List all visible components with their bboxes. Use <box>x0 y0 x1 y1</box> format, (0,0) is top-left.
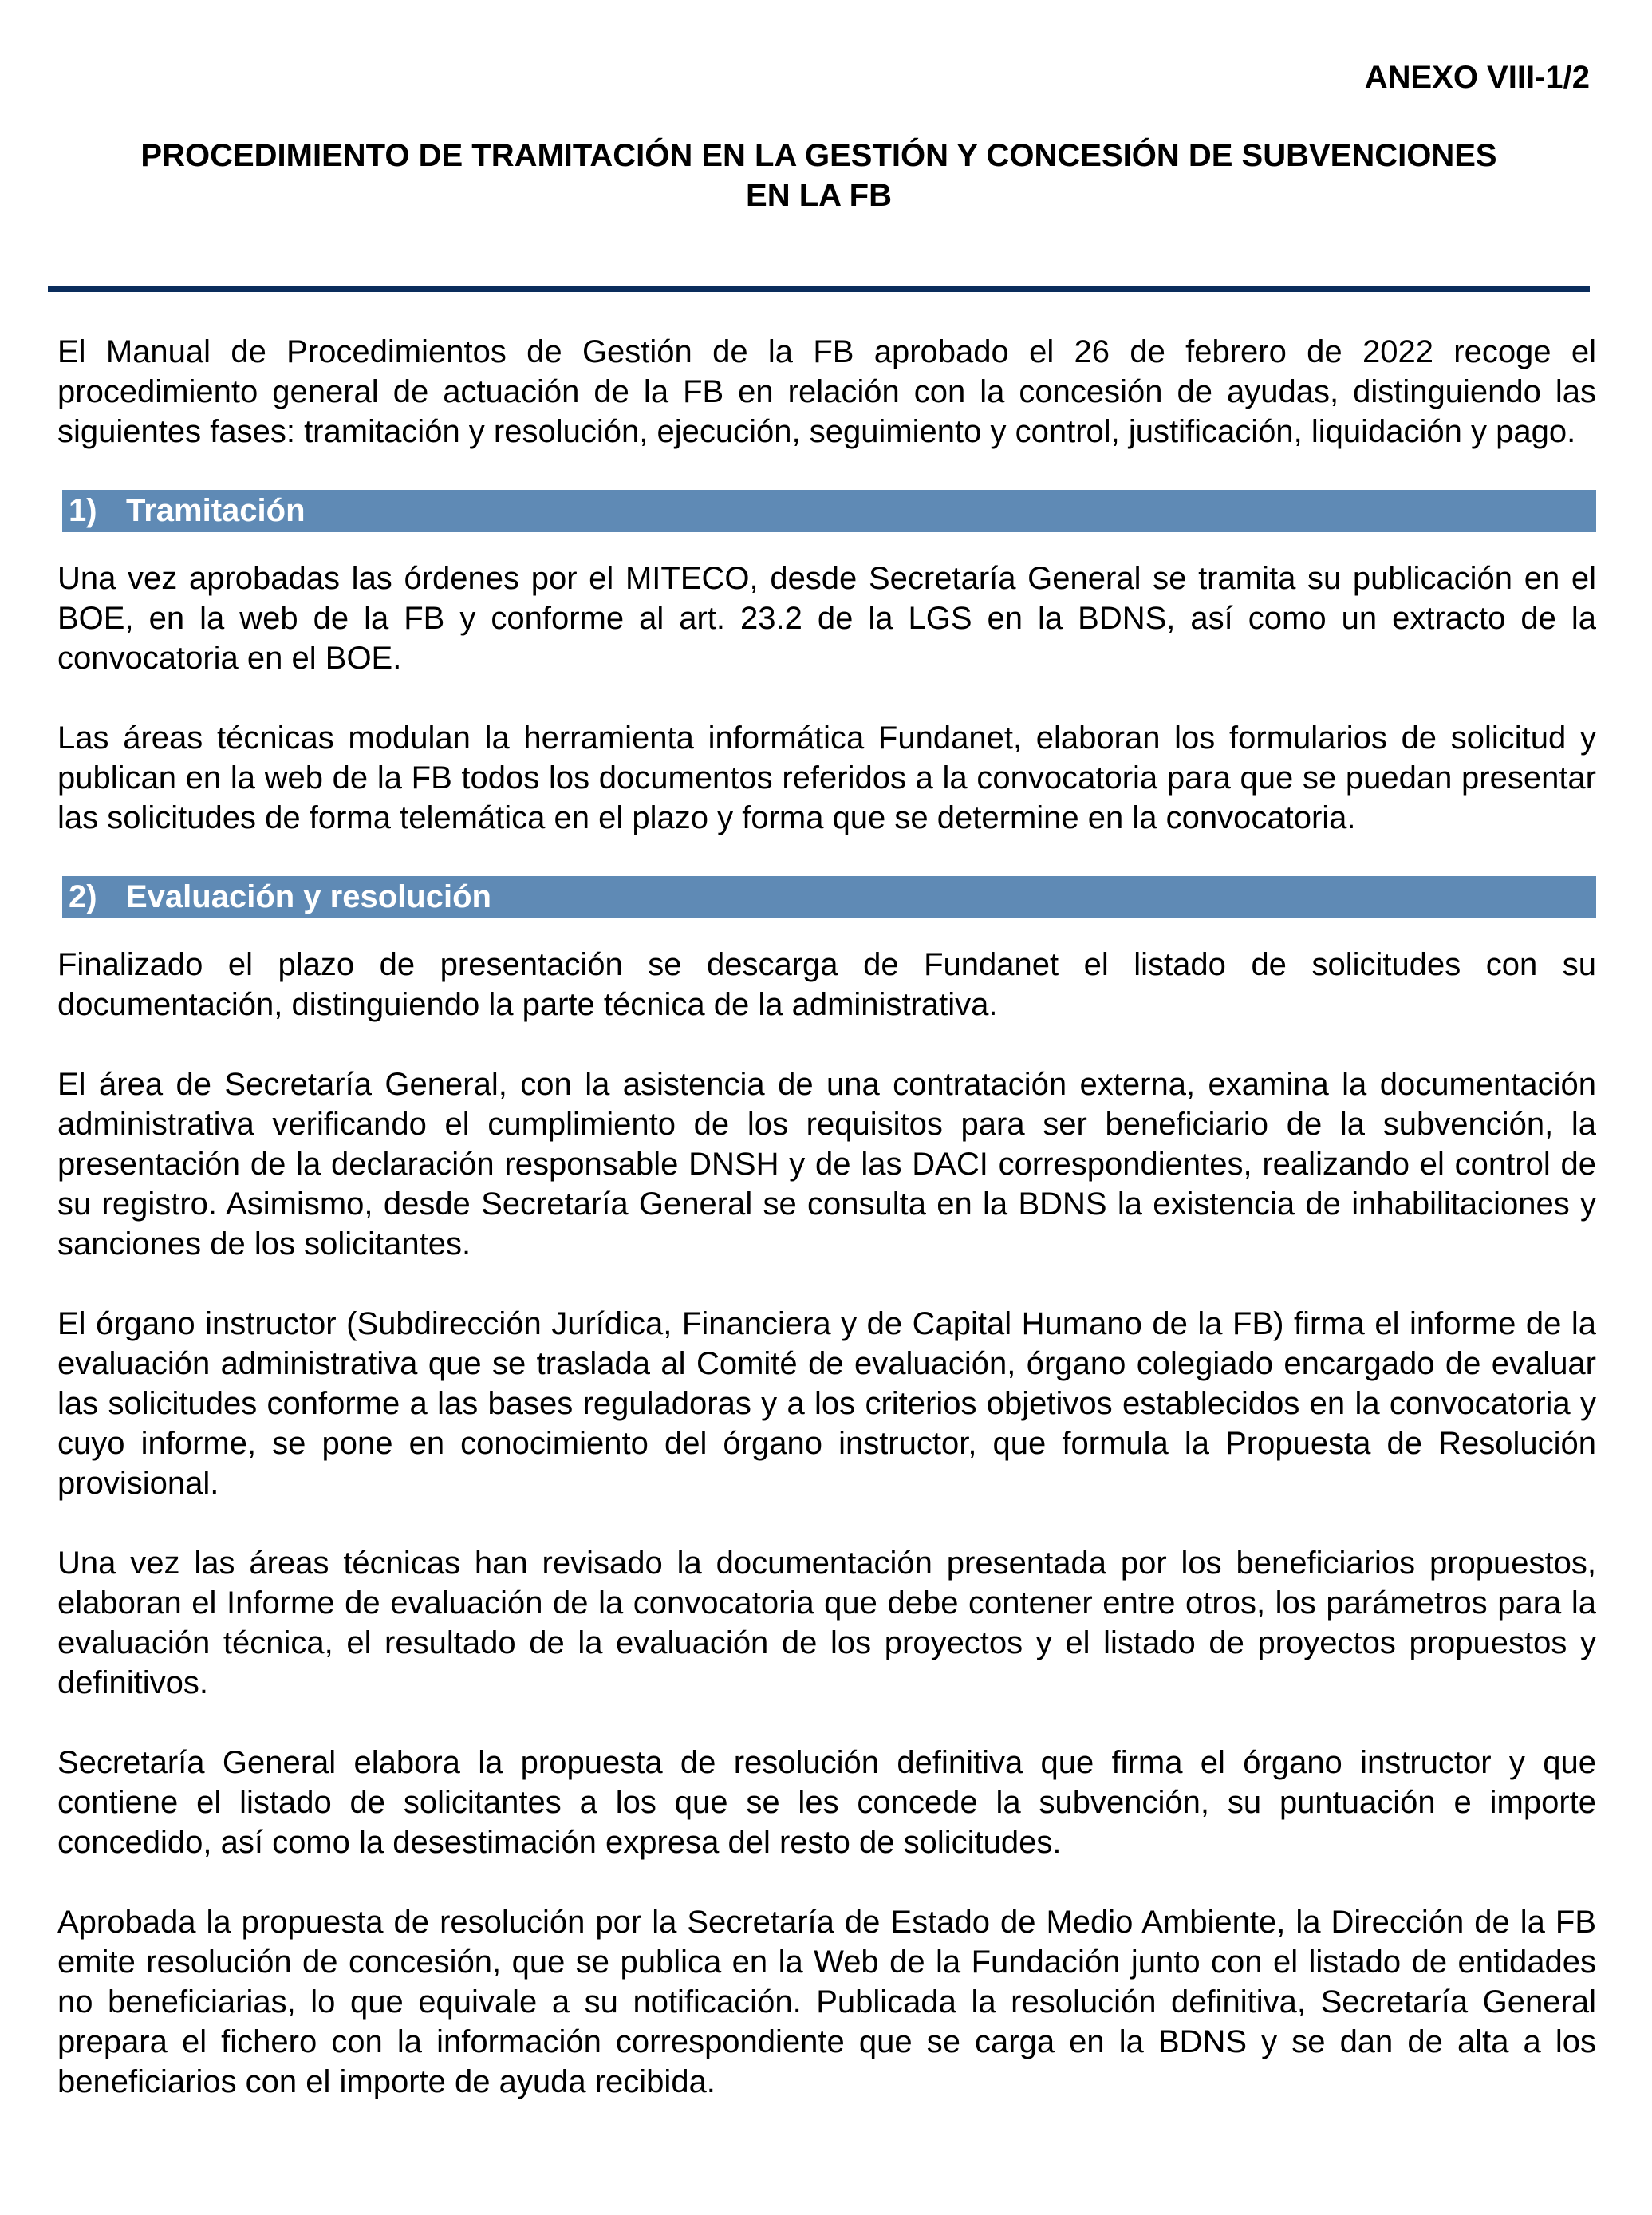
section-title: Evaluación y resolución <box>126 879 491 914</box>
section-number: 1) <box>69 493 97 528</box>
paragraph: El área de Secretaría General, con la asistencia de una contratación externa, examina la documentación administrativa verificando el cumplimiento de los requisitos para ser beneficiario de la subvención, la presentación de la declaración responsable DNSH y de las DACI correspondientes, realizando el control de su registro. Asimismo, desde Secretaría General se consulta en la BDNS la existencia de inhabilitaciones y sanciones de los solicitantes. <box>57 1067 1596 1261</box>
document-title <box>48 136 1590 215</box>
annex-label: ANEXO VIII-1/2 <box>1364 60 1590 95</box>
intro-paragraph: El Manual de Procedimientos de Gestión de la FB aprobado el 26 de febrero de 2022 recoge el procedimiento general de actuación de la FB en relación con la concesión de ayudas, distinguiendo las siguientes fases: tramitación y resolución, ejecución, seguimiento y control, justificación, liquidación y pago. <box>57 334 1596 449</box>
paragraph: El órgano instructor (Subdirección Jurídica, Financiera y de Capital Humano de la FB) firma el informe de la evaluación administrativa que se traslada al Comité de evaluación, órgano colegiado encargado de evaluar las solicitudes conforme a las bases reguladoras y a los criterios objetivos establecidos en la convocatoria y cuyo informe, se pone en conocimiento del órgano instructor, que formula la Propuesta de Resolución provisional. <box>57 1306 1596 1501</box>
section-heading-tramitacion <box>62 490 1596 532</box>
paragraph: Una vez las áreas técnicas han revisado la documentación presentada por los beneficiarios propuestos, elaboran el Informe de evaluación de la convocatoria que debe contener entre otros, los parámetros para la evaluación técnica, el resultado de la evaluación de los proyectos y el listado de proyectos propuestos y definitivos. <box>57 1546 1596 1700</box>
title-line-2: EN LA FB <box>746 178 892 213</box>
section-heading-evaluacion <box>62 876 1596 918</box>
document-body <box>57 332 1596 2142</box>
section-number: 2) <box>69 879 97 914</box>
paragraph: Las áreas técnicas modulan la herramienta informática Fundanet, elaboran los formularios de solicitud y publican en la web de la FB todos los documentos referidos a la convocatoria para que se puedan presentar las solicitudes de forma telemática en el plazo y forma que se determine en la convocatoria. <box>57 721 1596 835</box>
title-divider <box>48 286 1590 292</box>
section-title: Tramitación <box>126 493 306 528</box>
paragraph: Finalizado el plazo de presentación se descarga de Fundanet el listado de solicitudes con su documentación, distinguiendo la parte técnica de la administrativa. <box>57 947 1596 1022</box>
title-line-1: PROCEDIMIENTO DE TRAMITACIÓN EN LA GESTIÓN Y CONCESIÓN DE SUBVENCIONES <box>140 138 1497 173</box>
paragraph: Secretaría General elabora la propuesta de resolución definitiva que firma el órgano instructor y que contiene el listado de solicitantes a los que se les concede la subvención, su puntuación e importe concedido, así como la desestimación expresa del resto de solicitudes. <box>57 1745 1596 1860</box>
paragraph: Una vez aprobadas las órdenes por el MITECO, desde Secretaría General se tramita su publicación en el BOE, en la web de la FB y conforme al art. 23.2 de la LGS en la BDNS, así como un extracto de la convocatoria en el BOE. <box>57 561 1596 676</box>
paragraph: Aprobada la propuesta de resolución por la Secretaría de Estado de Medio Ambiente, la Dirección de la FB emite resolución de concesión, que se publica en la Web de la Fundación junto con el listado de entidades no beneficiarias, lo que equivale a su notificación. Publicada la resolución definitiva, Secretaría General prepara el fichero con la información correspondiente que se carga en la BDNS y se dan de alta a los beneficiarios con el importe de ayuda recibida. <box>57 1905 1596 2099</box>
